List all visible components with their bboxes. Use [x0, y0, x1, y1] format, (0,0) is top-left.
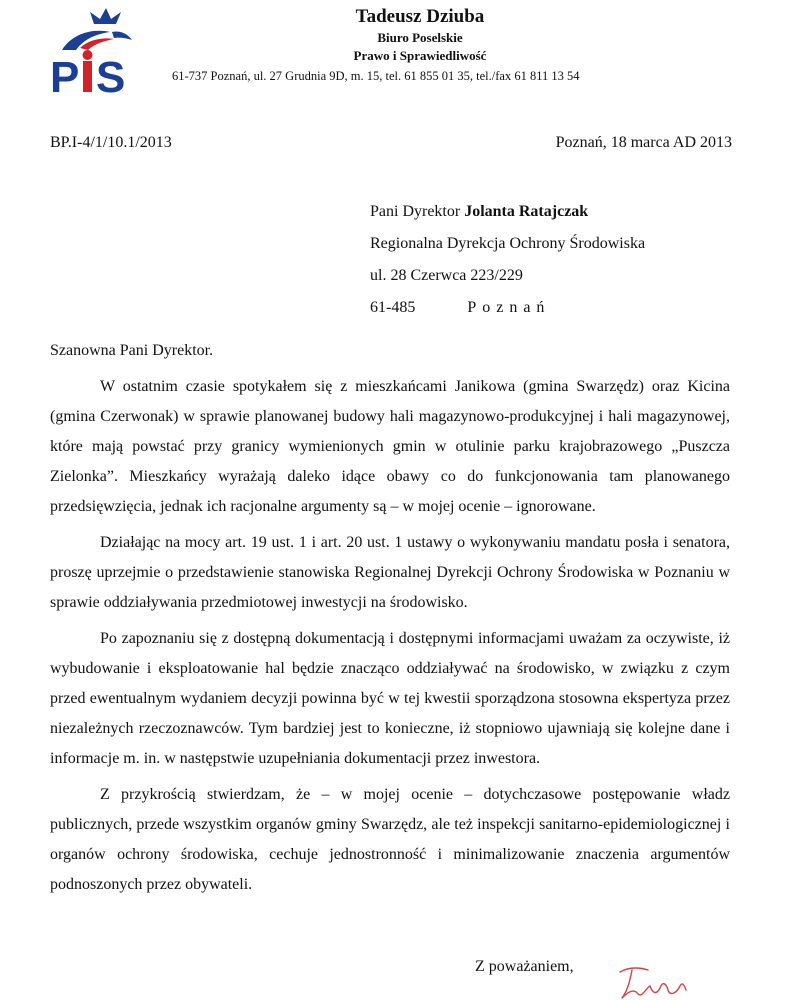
body-paragraph: W ostatnim czasie spotykałem się z mieszkańcami Janikowa (gmina Swarzędz) oraz Kicina (gmina Czerwonak) w sprawie planowanej budowy hali magazynowo-produkcyjnej i hali magazynowej, które mają powstać przy granicy wymienionych gmin w otulinie parku krajobrazowego „Puszcza Zielonka”. Mieszkańcy wyrażają daleko idące obawy co do funkcjonowania tam planowanego przedsięwzięcia, jednak ich racjonalne argumenty są – w mojej ocenie – ignorowane.	[50, 378, 730, 515]
office-label: Biuro Poselskie	[377, 30, 463, 45]
reference-number: BP.I-4/1/10.1/2013	[50, 134, 172, 151]
logo-wordmark	[50, 50, 125, 100]
recipient-name-line	[370, 196, 645, 228]
sender-address: 61-737 Poznań, ul. 27 Grudnia 9D, m. 15, tel. 61 855 01 35, tel./fax 61 811 13 54	[172, 69, 580, 83]
party-name: Prawo i Sprawiedliwość	[353, 48, 487, 63]
recipient-block	[370, 196, 645, 324]
body-paragraph: Działając na mocy art. 19 ust. 1 i art. 20 ust. 1 ustawy o wykonywaniu mandatu posła i senatora, proszę uprzejmie o przedstawienie stanowiska Regionalnej Dyrekcji Ochrony Środowiska w Poznaniu w sprawie oddziaływania przedmiotowej inwestycji na środowisko.	[50, 534, 730, 611]
svg-text:S: S	[96, 53, 126, 100]
letter-body	[50, 336, 730, 900]
body-paragraph: Z przykrością stwierdzam, że – w mojej ocenie – dotychczasowe postępowanie władz publicznych, przede wszystkim organów gminy Swarzędz, ale też inspekcji sanitarno-epidemiologicznej i organów ochrony środowiska, cechuje jednostronność i minimalizowanie znaczenia argumentów podnoszonych przez obywateli.	[50, 786, 730, 893]
salutation: Szanowna Pani Dyrektor.	[50, 342, 214, 359]
recipient-street: ul. 28 Czerwca 223/229	[370, 267, 523, 284]
handwritten-signature	[612, 958, 692, 1000]
pis-logo	[50, 4, 150, 100]
recipient-title: Pani Dyrektor	[370, 203, 461, 220]
crown-icon	[90, 8, 121, 24]
recipient-city-line	[370, 292, 645, 324]
recipient-institution: Regionalna Dyrekcja Ochrony Środowiska	[370, 235, 646, 252]
recipient-city: Poznań	[467, 299, 551, 316]
body-paragraph: Po zapoznaniu się z dostępną dokumentacją i dostępnymi informacjami uważam za oczywiste, iż wybudowanie i eksploatowanie hal będzie znacząco oddziaływać na środowisko, w związku z czym przed ewentualnym wydaniem decyzji powinna być w tej kwestii sporządzona stosowna ekspertyza przez niezależnych rzeczoznawców. Tym bardziej jest to konieczne, iż stopniowo ujawniają się kolejne dane i informacje m. in. w następstwie uzupełniania dokumentacji przez inwestora.	[50, 630, 730, 767]
recipient-name: Jolanta Ratajczak	[464, 203, 589, 220]
closing-phrase: Z poważaniem,	[475, 958, 574, 975]
recipient-postal-code: 61-485	[370, 299, 416, 316]
sender-name: Tadeusz Dziuba	[355, 6, 485, 27]
svg-text:P: P	[50, 53, 80, 100]
letter-date: Poznań, 18 marca AD 2013	[555, 134, 732, 151]
